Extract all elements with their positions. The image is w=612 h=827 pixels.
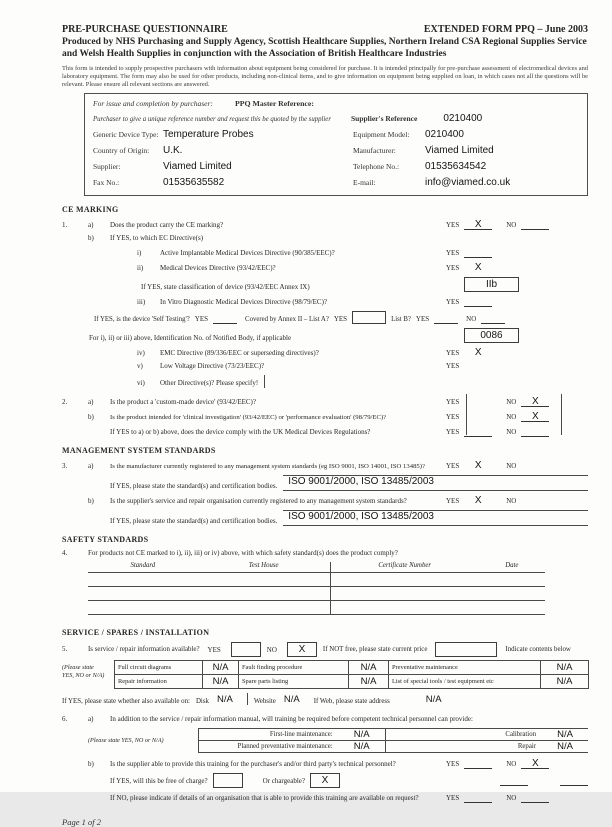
item-value: N/A [557,741,573,753]
answer-area [446,426,588,437]
supplier-label: Supplier: [93,162,121,172]
question-1b-iv [62,347,588,358]
question-letter: a) [88,398,94,407]
table-row [199,729,588,740]
header [62,24,588,35]
question-text: If YES to a) or b) above, does the device comply with the UK Medical Devices Regulations? [110,428,371,437]
form-edition: EXTENDED FORM PPQ – June 2003 [423,24,588,35]
device-info-box [84,93,588,196]
yes-label: YES [446,462,460,471]
question-text: For products not CE marked to i), ii), iii) or iv) above, with which safety standard(s) does the product comply? [88,549,398,558]
email-value: info@viamed.co.uk [425,177,511,189]
yes-label: YES [446,349,460,358]
yes-label: YES [446,264,460,273]
question-text: If YES, to which EC Directive(s) [110,234,204,243]
question-text: Is the supplier able to provide this training for the purchaser's and/or third party's technical personnel? [110,760,396,769]
answer-area [446,296,588,307]
column-header-standard: Standard [88,562,198,573]
item-value: N/A [541,675,589,689]
section-heading-ce-marking: CE MARKING [62,205,119,215]
list-a-box [352,311,386,324]
answer-area [446,495,588,506]
fax-label: Fax No.: [93,178,120,188]
yes-checkbox [464,792,492,803]
no-label: NO [506,398,517,407]
question-4 [62,549,588,558]
yes-checkbox: X [474,495,482,507]
no-label: NO [506,760,517,769]
yes-label: YES [446,221,460,230]
web-address-label: If Web, please state address [313,698,390,706]
section-heading-safety: SAFETY STANDARDS [62,535,149,545]
annex-ii-label: Covered by Annex II – List A? [245,316,329,324]
yes-label: YES [207,645,221,654]
yes-checkbox [464,396,492,407]
question-letter: a) [88,715,94,724]
table-row [199,740,588,752]
no-label: NO [466,315,477,324]
generic-device-type-label: Generic Device Type: [93,130,159,140]
info-row [93,129,579,140]
yes-label: YES [446,249,460,258]
telephone-value: 01535634542 [425,161,487,173]
no-label: NO [506,794,517,803]
question-text: Is the supplier's service and repair organisation currently registered to any management system standards? [110,497,407,506]
intro-paragraph: This form is intended to supply prospective purchasers with information about equipment being considered for purchase. It is intended principally for pre-purchase assessment of electromedical devices and laboratory equipment. The form may also be used for other products, including non-clinical items, and to give information on equipment being supplied on loan, in which cases not all the questions will be relevant. Please ensure all relevant sections are answered. [62,65,588,88]
yes-checkbox [464,296,492,307]
item-numeral: vi) [137,379,145,388]
question-letter: b) [88,234,94,243]
safety-standards-table [88,562,545,615]
answer-area [446,362,588,371]
yes-checkbox: X [464,219,492,230]
question-letter: b) [88,497,94,506]
free-of-charge-row [62,773,588,788]
table-row [88,587,545,601]
yes-label: YES [446,362,460,371]
info-row [93,161,579,172]
issue-label: For issue and completion by purchaser: [93,99,213,109]
question-2c [62,426,588,437]
info-row-supplier-ref [93,113,579,124]
yes-checkbox [464,411,492,422]
item-numeral: iv) [137,349,145,358]
item-value: N/A [203,661,239,675]
equipment-model-value: 0210400 [425,129,464,141]
fax-value: 01535635582 [163,177,225,189]
supplier-reference-value: 0210400 [443,113,483,125]
generic-device-type-value: Temperature Probes [163,129,254,141]
item-label: Repair [517,743,536,751]
web-address-value: N/A [425,694,442,706]
standards-value-3a: ISO 9001/2000, ISO 13485/2003 [283,475,588,491]
notified-body-label: For i), ii) or iii) above, Identification No. of Notified Body, if applicable [89,334,292,343]
item-numeral: i) [137,249,142,258]
question-number: 5. [62,646,68,654]
yes-checkbox: X [474,460,482,472]
website-label: Website [253,698,276,706]
question-number: 4. [62,549,68,558]
answer-area [446,247,588,258]
question-letter: b) [88,413,94,422]
yes-label: YES [446,398,460,407]
table-row [88,601,545,615]
equipment-model-label: Equipment Model: [353,130,410,140]
question-text: Is service / repair information available? [88,646,200,654]
manufacturer-value: Viamed Limited [425,145,494,157]
answer-area [446,277,588,292]
price-box [435,642,497,657]
item-label: Calibration [505,731,536,739]
no-label: NO [506,413,517,422]
blank-line [560,775,588,786]
item-label: Spare parts listing [239,675,349,689]
item-label: Repair information [115,675,203,689]
item-label: Fault finding procedure [239,661,349,675]
organisation-row [62,792,588,803]
self-testing-checkbox [213,313,237,324]
answer-area [446,262,588,273]
country-of-origin-label: Country of Origin: [93,146,150,156]
training-table [198,728,588,753]
item-label: Full circuit diagrams [115,661,203,675]
yes-label: YES [446,497,460,506]
answer-area [446,411,588,422]
availability-label: If YES, please state whether also available on: [62,698,190,706]
please-state-note: (Please state YES, NO or N/A) [62,664,105,680]
list-b-no-checkbox [481,313,505,324]
question-1b-iii [62,296,588,307]
yes-label: YES [415,315,430,324]
item-label: List of special tools / test equipment etc [389,675,541,689]
chargeable-label: Or chargeable? [262,776,306,785]
question-2a [62,396,588,407]
classification-label: If YES, state classification of device (93/42/EEC Annex IX) [141,283,310,292]
item-value: N/A [203,675,239,689]
question-letter: b) [88,760,94,769]
question-text: Is the product a 'custom-made device' (93/42/EEC)? [110,398,256,407]
write-in-divider [264,375,265,388]
list-b-yes-checkbox [434,313,458,324]
no-label: NO [266,645,277,654]
info-row [93,145,579,156]
no-label: NO [506,462,517,471]
page-content [62,24,588,827]
question-1b-v [62,362,588,371]
answer-area [446,396,588,407]
yes-label: YES [446,298,460,307]
item-label: Preventative maintenance [389,661,541,675]
no-checkbox [521,426,549,437]
question-number: 2. [62,398,68,407]
question-text: Active Implantable Medical Devices Directive (90/385/EEC)? [160,249,335,258]
no-checkbox [521,792,549,803]
yes-label: YES [446,413,460,422]
question-letter: a) [88,221,94,230]
question-3b [62,495,588,506]
answer-area [446,758,588,769]
yes-checkbox: X [474,262,482,274]
item-value: N/A [353,741,370,753]
self-testing-label: If YES, is the device 'Self Testing'? [94,316,190,324]
notified-body-number: 0086 [464,328,519,343]
no-label: NO [506,428,517,437]
telephone-label: Telephone No.: [353,162,400,172]
question-6b [62,758,588,769]
question-number: 1. [62,221,68,230]
yes-label: YES [194,315,209,324]
country-of-origin-value: U.K. [163,145,183,157]
table-row [115,675,589,689]
question-1b-vi [62,375,588,388]
supplier-value: Viamed Limited [163,161,232,173]
question-5 [62,642,588,657]
question-text: Low Voltage Directive (73/23/EEC)? [160,362,265,371]
yes-label: YES [446,428,460,437]
training-table-wrap [88,728,588,753]
yes-checkbox [464,758,492,769]
not-free-label: If NOT free, please state current price [322,646,428,654]
item-label: Planned preventative maintenance: [237,743,333,751]
answer-area [446,460,588,471]
column-header-certificate-number: Certificate Number [330,562,479,573]
blank-line [500,775,528,786]
question-1b-i [62,247,588,258]
free-checkbox [213,773,243,788]
item-value: N/A [557,729,573,741]
no-checkbox: X [521,411,549,422]
email-label: E-mail: [353,178,376,188]
yes-label: YES [446,794,460,803]
question-number: 6. [62,715,68,724]
please-state-note: (Please state YES, NO or N/A) [88,737,164,745]
question-text: In addition to the service / repair information manual, will training be required before competent technical personnel can provide: [110,715,473,724]
column-header-test-house: Test House [198,562,331,573]
no-checkbox: X [521,396,549,407]
table-row [115,661,589,675]
no-checkbox: X [521,758,549,769]
question-text: If NO, please indicate if details of an organisation that is able to provide this training are available on request? [110,794,419,803]
website-value: N/A [283,694,300,706]
yes-checkbox: X [474,347,482,359]
item-value: N/A [349,675,389,689]
question-letter: a) [88,462,94,471]
availability-row [62,693,588,705]
section-heading-service: SERVICE / SPARES / INSTALLATION [62,628,210,638]
yes-label: YES [446,760,460,769]
no-label: NO [506,221,517,230]
produced-by-text: Produced by NHS Purchasing and Supply Agency, Scottish Healthcare Supplies, Northern Ireland CSA Regional Supplies Service and Welsh Health Supplies in conjunction with the Association of British Healthcare Industries [62,37,587,59]
standards-value-3b: ISO 9001/2000, ISO 13485/2003 [283,510,588,526]
form-title: PRE-PURCHASE QUESTIONNAIRE [62,24,228,35]
item-numeral: ii) [137,264,144,273]
standards-note-label: If YES, please state the standard(s) and certification bodies. [110,517,278,526]
question-2b [62,411,588,422]
column-header-date: Date [479,562,545,573]
no-checkbox: X [287,642,317,657]
yes-label: YES [333,315,348,324]
question-text: Other Directive(s)? Please specify! [160,379,259,388]
item-value: N/A [353,729,370,741]
table-header-row [88,562,545,573]
question-1b [62,234,588,243]
divider-line [247,693,248,705]
disk-label: Disk [195,698,209,706]
standards-note-label: If YES, please state the standard(s) and certification bodies. [110,482,278,491]
no-label: NO [506,497,517,506]
ppq-master-reference-label: PPQ Master Reference: [235,99,314,109]
answer-area [446,328,588,343]
device-classification-value: IIb [464,277,519,292]
standards-note-3b [62,510,588,526]
answer-area [500,775,588,786]
question-text: Medical Devices Directive (93/42/EEC)? [160,264,276,273]
question-1b-ii [62,262,588,273]
question-text: Does the product carry the CE marking? [110,221,224,230]
item-numeral: iii) [137,298,146,307]
notified-body-row [62,328,588,343]
question-text: Is the product intended for 'clinical investigation' (93/42/EEC) or 'performance evaluation' (98/79/EC)? [110,414,387,422]
item-value: N/A [349,661,389,675]
question-3a [62,460,588,471]
question-text: Is the manufacturer currently registered to any management system standards (eg ISO 9001, ISO 14001, ISO 13485)? [110,463,425,471]
supplier-reference-label: Supplier's Reference [351,114,418,124]
indicate-contents-label: Indicate contents below [505,646,571,654]
answer-area [446,347,588,358]
page-number: Page 1 of 2 [62,817,101,827]
yes-checkbox [464,426,492,437]
service-contents-table-wrap [62,660,588,689]
info-row [93,177,579,188]
yes-checkbox [231,642,261,657]
classification-row [62,277,588,292]
answer-area [446,219,588,230]
question-number: 3. [62,462,68,471]
manufacturer-label: Manufacturer: [353,146,396,156]
item-label: First-line maintenance: [269,731,333,739]
question-text: In Vitro Diagnostic Medical Devices Directive (98/79/EC)? [160,298,328,307]
table-row [88,573,545,587]
yes-checkbox [464,247,492,258]
free-of-charge-label: If YES, will this be free of charge? [110,776,208,785]
question-1a [62,219,588,230]
unique-reference-note: Purchaser to give a unique reference number and request this be quoted by the supplier [93,116,331,124]
answer-area [446,792,588,803]
item-value: N/A [541,661,589,675]
disk-value: N/A [216,694,233,706]
service-contents-table [114,660,589,689]
self-testing-row [62,311,588,324]
item-numeral: v) [137,362,143,371]
question-6a [62,715,588,724]
no-checkbox [521,219,549,230]
section-heading-management: MANAGEMENT SYSTEM STANDARDS [62,446,216,456]
chargeable-checkbox: X [310,773,340,788]
list-b-label: List B? [391,316,411,324]
question-text: EMC Directive (89/336/EEC or superseding directives)? [160,349,319,358]
question-2-block [62,396,588,437]
standards-note-3a [62,475,588,491]
info-row-issue [93,99,579,108]
